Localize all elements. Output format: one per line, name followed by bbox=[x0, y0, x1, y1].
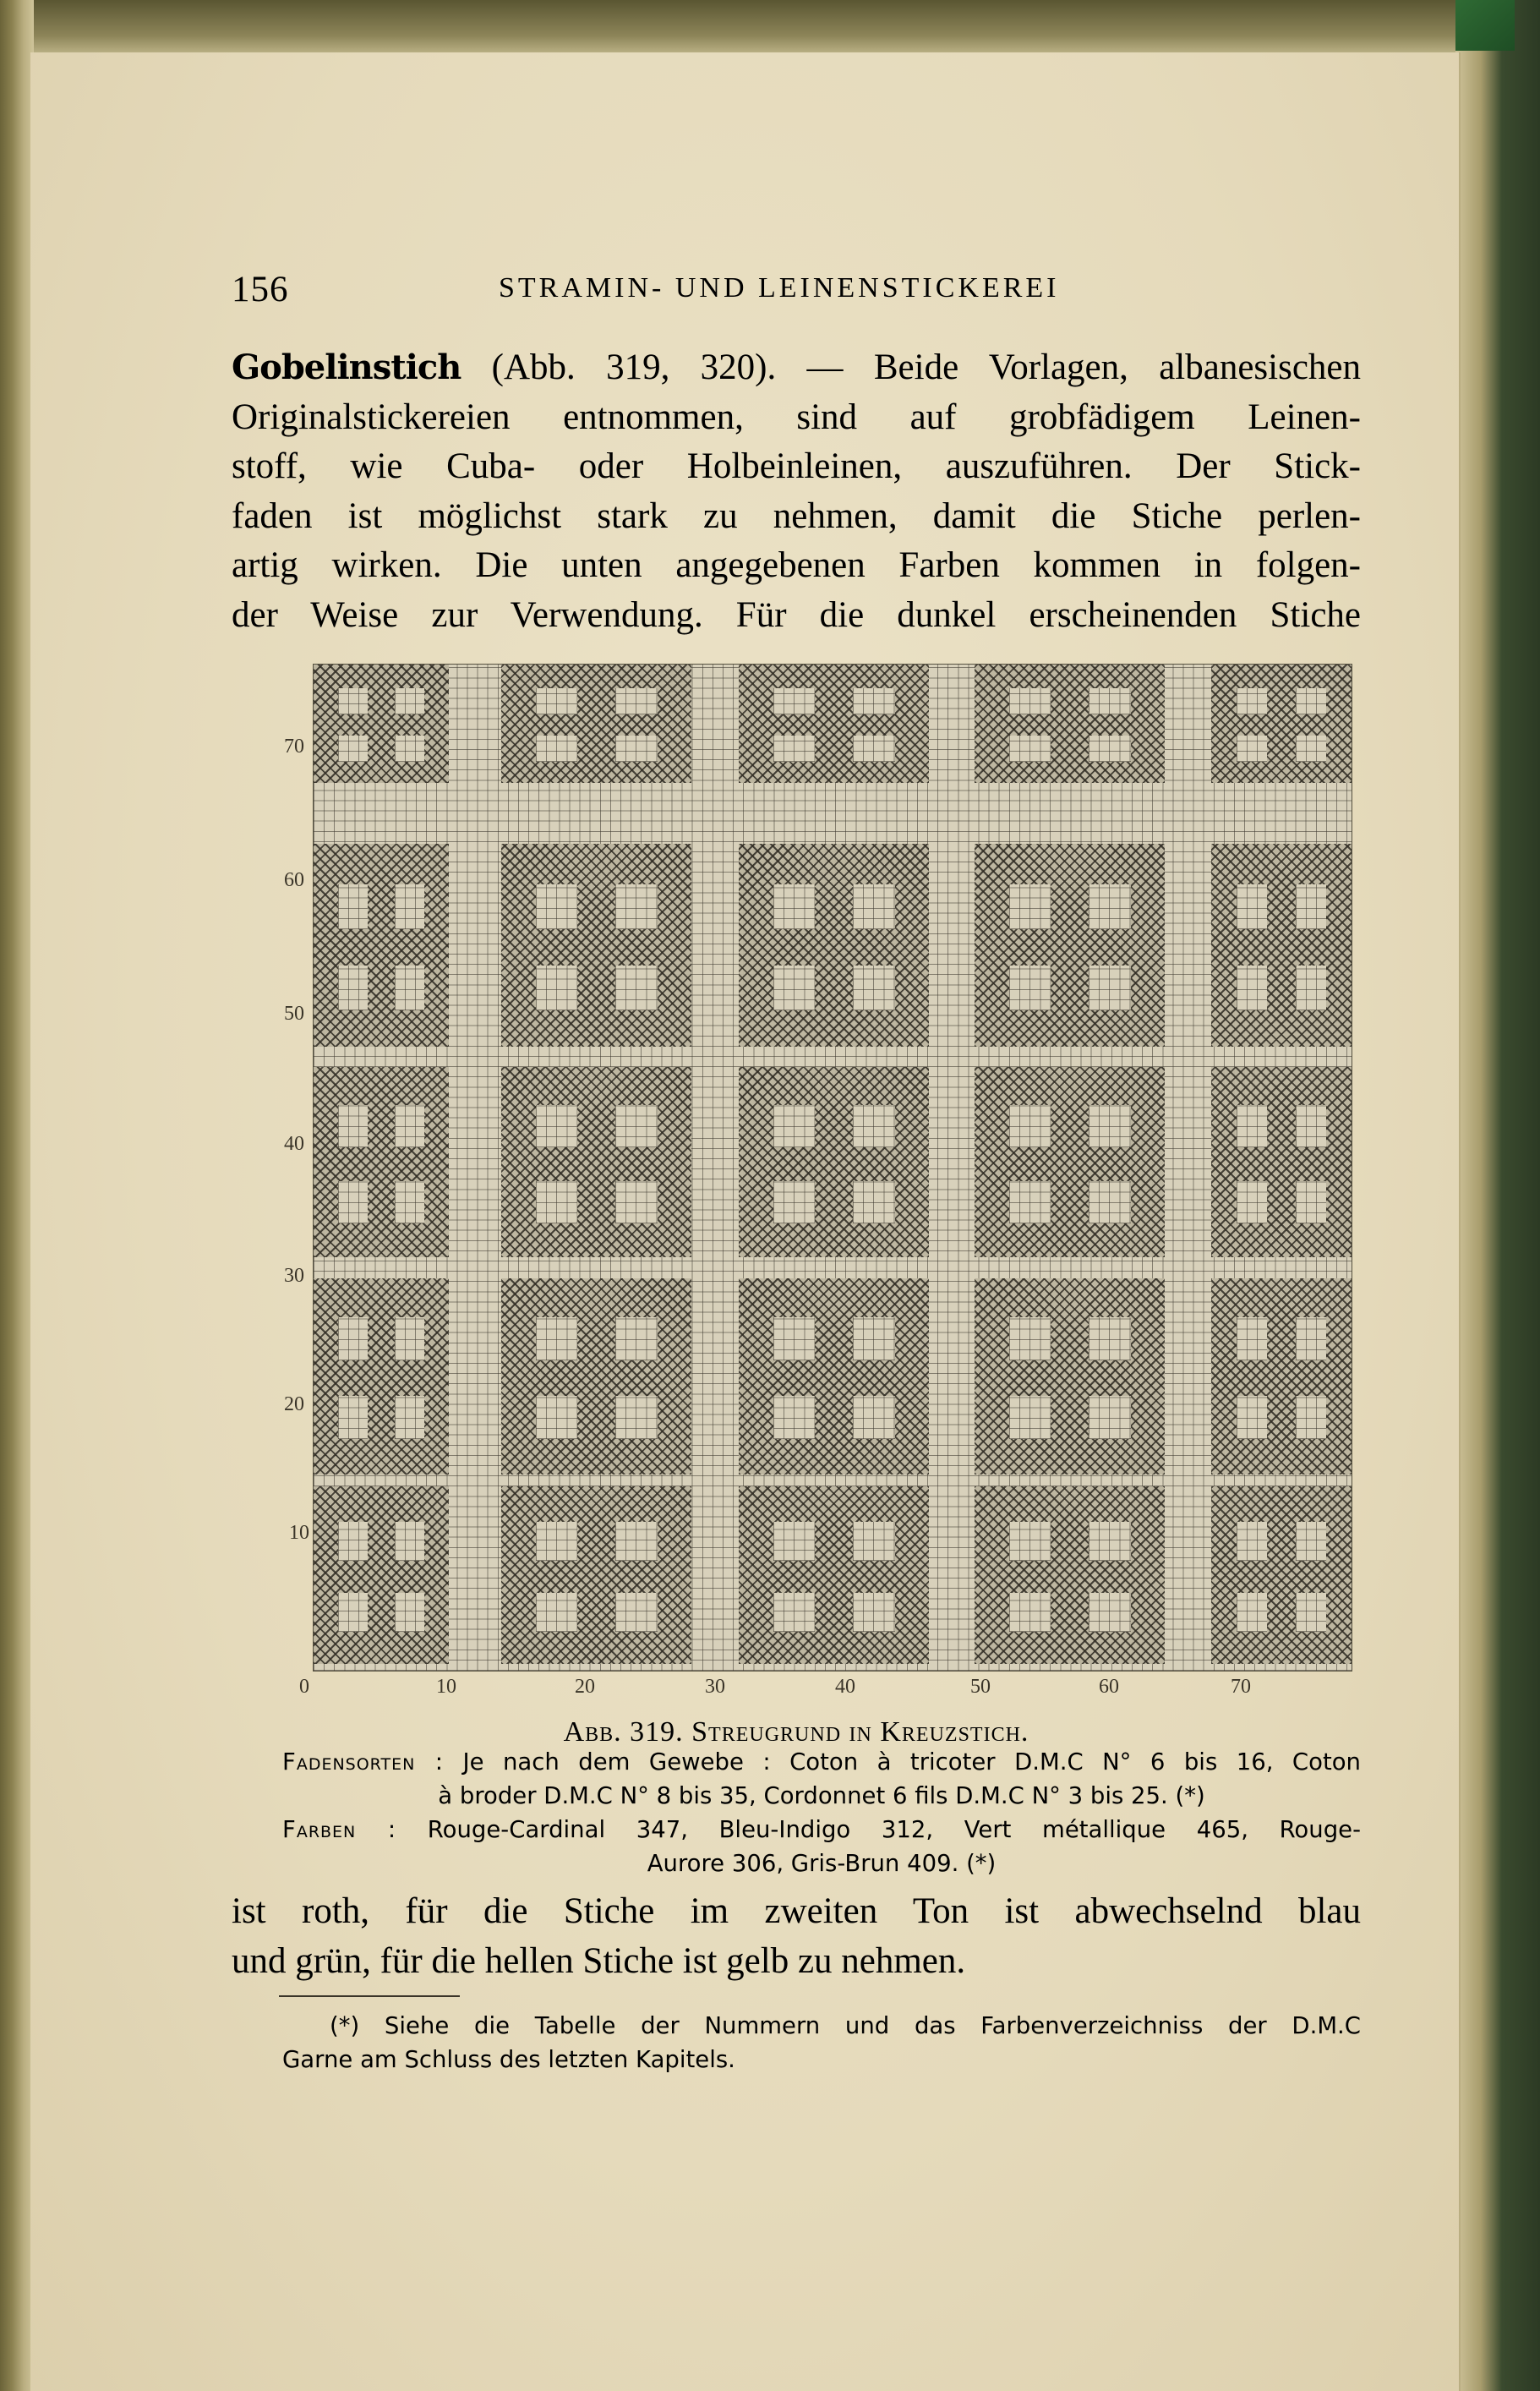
motif-gap bbox=[1009, 1105, 1051, 1147]
intro-line-3: stoff, wie Cuba- oder Holbeinleinen, auszuführen. Der Stick- bbox=[232, 446, 1361, 486]
x-axis-label: 0 bbox=[299, 1676, 309, 1698]
motif-gap bbox=[1296, 966, 1327, 1010]
motif-gap bbox=[773, 884, 816, 929]
motif-gap bbox=[1296, 1181, 1327, 1223]
bookmark-ribbon bbox=[1455, 0, 1515, 51]
motif-gap bbox=[615, 1593, 658, 1632]
motif-gap bbox=[338, 736, 368, 762]
stitch-motif bbox=[501, 844, 691, 1047]
stitch-motif bbox=[1211, 1067, 1352, 1257]
motif-gap bbox=[536, 1105, 578, 1147]
motif-gap bbox=[1089, 688, 1131, 714]
motif-gap bbox=[853, 1105, 895, 1147]
motif-gap bbox=[338, 1181, 368, 1223]
motif-gap bbox=[773, 1522, 816, 1561]
footnote-line-1: (*) Siehe die Tabelle der Nummern und das Farbenverzeichniss der D.M.C bbox=[330, 2012, 1361, 2039]
x-axis-label: 20 bbox=[575, 1676, 595, 1698]
motif-gap bbox=[773, 688, 816, 714]
stitch-motif bbox=[314, 1278, 449, 1475]
motif-gap bbox=[536, 1396, 578, 1439]
motif-gap bbox=[1237, 1522, 1268, 1561]
y-axis-label: 70 bbox=[284, 736, 304, 758]
motif-gap bbox=[1089, 884, 1131, 929]
y-axis-label: 10 bbox=[289, 1522, 309, 1544]
y-axis-label: 30 bbox=[284, 1265, 304, 1287]
stitch-motif bbox=[314, 1067, 449, 1257]
x-axis-label: 10 bbox=[436, 1676, 456, 1698]
cross-stitch-pattern-figure bbox=[313, 664, 1352, 1672]
motif-gap bbox=[853, 736, 895, 762]
stitch-motif bbox=[1211, 1486, 1352, 1664]
motif-gap bbox=[853, 1317, 895, 1360]
motif-gap bbox=[338, 884, 368, 929]
lead-term: Gobelinstich bbox=[232, 347, 461, 387]
stitch-motif bbox=[1211, 844, 1352, 1047]
colors-line-1: Farben : Rouge-Cardinal 347, Bleu-Indigo 312, Vert métallique 465, Rouge- bbox=[282, 1816, 1361, 1843]
motif-gap bbox=[395, 736, 424, 762]
stitch-motif bbox=[501, 1278, 691, 1475]
motif-gap bbox=[1237, 1105, 1268, 1147]
stitch-motif bbox=[739, 665, 929, 783]
motif-gap bbox=[615, 1396, 658, 1439]
stitch-motif bbox=[975, 665, 1165, 783]
motif-gap bbox=[536, 884, 578, 929]
motif-gap bbox=[615, 884, 658, 929]
colors-label: Farben : bbox=[282, 1816, 397, 1843]
running-title: STRAMIN- UND LEINENSTICKEREI bbox=[499, 272, 1060, 304]
motif-gap bbox=[338, 1593, 368, 1632]
motif-gap bbox=[536, 736, 578, 762]
motif-gap bbox=[773, 1105, 816, 1147]
motif-gap bbox=[395, 1593, 424, 1632]
footnote bbox=[282, 2009, 1361, 2076]
motif-gap bbox=[536, 966, 578, 1010]
motif-gap bbox=[773, 1396, 816, 1439]
motif-gap bbox=[536, 1181, 578, 1223]
book-binding-left bbox=[0, 0, 34, 2391]
motif-gap bbox=[395, 688, 424, 714]
motif-gap bbox=[338, 966, 368, 1010]
motif-gap bbox=[615, 736, 658, 762]
motif-gap bbox=[1237, 966, 1268, 1010]
motif-gap bbox=[1089, 736, 1131, 762]
motif-gap bbox=[1237, 1181, 1268, 1223]
motif-gap bbox=[1237, 688, 1268, 714]
motif-gap bbox=[773, 1593, 816, 1632]
y-axis-label: 50 bbox=[284, 1003, 304, 1025]
motif-gap bbox=[536, 688, 578, 714]
motif-gap bbox=[853, 1522, 895, 1561]
motif-gap bbox=[1009, 1522, 1051, 1561]
motif-gap bbox=[338, 1105, 368, 1147]
stitch-motif bbox=[501, 1067, 691, 1257]
motif-gap bbox=[853, 966, 895, 1010]
motif-gap bbox=[853, 1181, 895, 1223]
x-axis-label: 60 bbox=[1099, 1676, 1119, 1698]
stitch-motif bbox=[501, 1486, 691, 1664]
figure-caption-title: Abb. 319. Streugrund in Kreuzstich. bbox=[563, 1716, 1029, 1748]
motif-gap bbox=[338, 1396, 368, 1439]
motif-gap bbox=[1089, 1105, 1131, 1147]
intro-paragraph bbox=[232, 343, 1361, 640]
stitch-motif bbox=[975, 1067, 1165, 1257]
motif-gap bbox=[395, 1396, 424, 1439]
stitch-motif bbox=[739, 844, 929, 1047]
stitch-motif bbox=[975, 1486, 1165, 1664]
motif-gap bbox=[395, 1317, 424, 1360]
motif-gap bbox=[773, 736, 816, 762]
stitch-motif bbox=[501, 665, 691, 783]
motif-gap bbox=[615, 1317, 658, 1360]
motif-gap bbox=[1089, 1396, 1131, 1439]
motif-gap bbox=[1009, 966, 1051, 1010]
motif-gap bbox=[1237, 1593, 1268, 1632]
motif-gap bbox=[1009, 1317, 1051, 1360]
motif-gap bbox=[536, 1593, 578, 1632]
stitch-motif bbox=[314, 665, 449, 783]
motif-gap bbox=[1009, 688, 1051, 714]
stitch-motif bbox=[739, 1067, 929, 1257]
motif-gap bbox=[536, 1317, 578, 1360]
motif-gap bbox=[395, 1522, 424, 1561]
thread-types-line-2: à broder D.M.C N° 8 bis 35, Cordonnet 6 fils D.M.C N° 3 bis 25. (*) bbox=[438, 1782, 1205, 1809]
stitch-motif bbox=[314, 844, 449, 1047]
motif-gap bbox=[1009, 884, 1051, 929]
colors-line-2: Aurore 306, Gris-Brun 409. (*) bbox=[647, 1850, 997, 1877]
motif-gap bbox=[536, 1522, 578, 1561]
motif-gap bbox=[1089, 1317, 1131, 1360]
motif-gap bbox=[773, 966, 816, 1010]
colors bbox=[282, 1813, 1361, 1880]
motif-gap bbox=[1237, 884, 1268, 929]
stitch-motif bbox=[1211, 665, 1352, 783]
stitch-motif bbox=[739, 1486, 929, 1664]
continuation-line-2: und grün, für die hellen Stiche ist gelb zu nehmen. bbox=[232, 1940, 966, 1981]
motif-gap bbox=[853, 1593, 895, 1632]
motif-gap bbox=[395, 966, 424, 1010]
motif-gap bbox=[395, 1105, 424, 1147]
motif-gap bbox=[615, 1522, 658, 1561]
motif-gap bbox=[1296, 1593, 1327, 1632]
motif-gap bbox=[1237, 1396, 1268, 1439]
motif-gap bbox=[853, 884, 895, 929]
motif-gap bbox=[1296, 1317, 1327, 1360]
motif-gap bbox=[395, 1181, 424, 1223]
intro-line-4: faden ist möglichst stark zu nehmen, damit die Stiche perlen- bbox=[232, 495, 1361, 536]
stitch-motif bbox=[975, 1278, 1165, 1475]
intro-line-2: Originalstickereien entnommen, sind auf grobfädigem Leinen- bbox=[232, 397, 1361, 437]
continuation-line-1: ist roth, für die Stiche im zweiten Ton ist abwechselnd blau bbox=[232, 1891, 1361, 1931]
motif-gap bbox=[395, 884, 424, 929]
motif-gap bbox=[1009, 736, 1051, 762]
motif-gap bbox=[1089, 1593, 1131, 1632]
motif-gap bbox=[1089, 1181, 1131, 1223]
y-axis-label: 60 bbox=[284, 869, 304, 891]
motif-gap bbox=[1296, 688, 1327, 714]
motif-gap bbox=[1237, 736, 1268, 762]
motif-gap bbox=[615, 966, 658, 1010]
page-number: 156 bbox=[232, 270, 289, 309]
motif-gap bbox=[1296, 884, 1327, 929]
stitch-motif bbox=[314, 1486, 449, 1664]
book-binding-right bbox=[1455, 0, 1540, 2391]
motif-gap bbox=[615, 1105, 658, 1147]
stitch-motif bbox=[1211, 1278, 1352, 1475]
motif-gap bbox=[338, 1522, 368, 1561]
motif-gap bbox=[1009, 1181, 1051, 1223]
thread-types-line-1: Fadensorten : Je nach dem Gewebe : Coton à tricoter D.M.C N° 6 bis 16, Coton bbox=[282, 1748, 1361, 1775]
motif-gap bbox=[853, 1396, 895, 1439]
motif-gap bbox=[773, 1181, 816, 1223]
x-axis-label: 50 bbox=[970, 1676, 991, 1698]
motif-gap bbox=[1009, 1593, 1051, 1632]
x-axis-label: 70 bbox=[1231, 1676, 1251, 1698]
motif-gap bbox=[615, 1181, 658, 1223]
motif-gap bbox=[1296, 1522, 1327, 1561]
motif-gap bbox=[1237, 1317, 1268, 1360]
motif-gap bbox=[773, 1317, 816, 1360]
intro-line-1: Gobelinstich (Abb. 319, 320). — Beide Vorlagen, albanesischen bbox=[232, 347, 1361, 387]
y-axis-label: 40 bbox=[284, 1133, 304, 1155]
footnote-line-2: Garne am Schluss des letzten Kapitels. bbox=[282, 2046, 735, 2073]
motif-gap bbox=[1296, 1105, 1327, 1147]
motif-gap bbox=[338, 1317, 368, 1360]
thread-types-label: Fadensorten : bbox=[282, 1748, 445, 1775]
continuation-paragraph bbox=[232, 1887, 1361, 1986]
stitch-motif bbox=[739, 1278, 929, 1475]
thread-types bbox=[282, 1745, 1361, 1813]
motif-gap bbox=[1009, 1396, 1051, 1439]
motif-gap bbox=[1089, 1522, 1131, 1561]
stitch-motif bbox=[975, 844, 1165, 1047]
intro-line-6: der Weise zur Verwendung. Für die dunkel erscheinenden Stiche bbox=[232, 594, 1361, 635]
intro-line-5: artig wirken. Die unten angegebenen Farben kommen in folgen- bbox=[232, 545, 1361, 585]
motif-gap bbox=[853, 688, 895, 714]
x-axis-label: 30 bbox=[705, 1676, 725, 1698]
motif-gap bbox=[1296, 1396, 1327, 1439]
y-axis-label: 20 bbox=[284, 1393, 304, 1415]
motif-gap bbox=[338, 688, 368, 714]
motif-gap bbox=[1296, 736, 1327, 762]
motif-gap bbox=[1089, 966, 1131, 1010]
book-top-edge bbox=[0, 0, 1540, 59]
motif-gap bbox=[615, 688, 658, 714]
x-axis-label: 40 bbox=[835, 1676, 855, 1698]
footnote-rule bbox=[279, 1995, 460, 1997]
